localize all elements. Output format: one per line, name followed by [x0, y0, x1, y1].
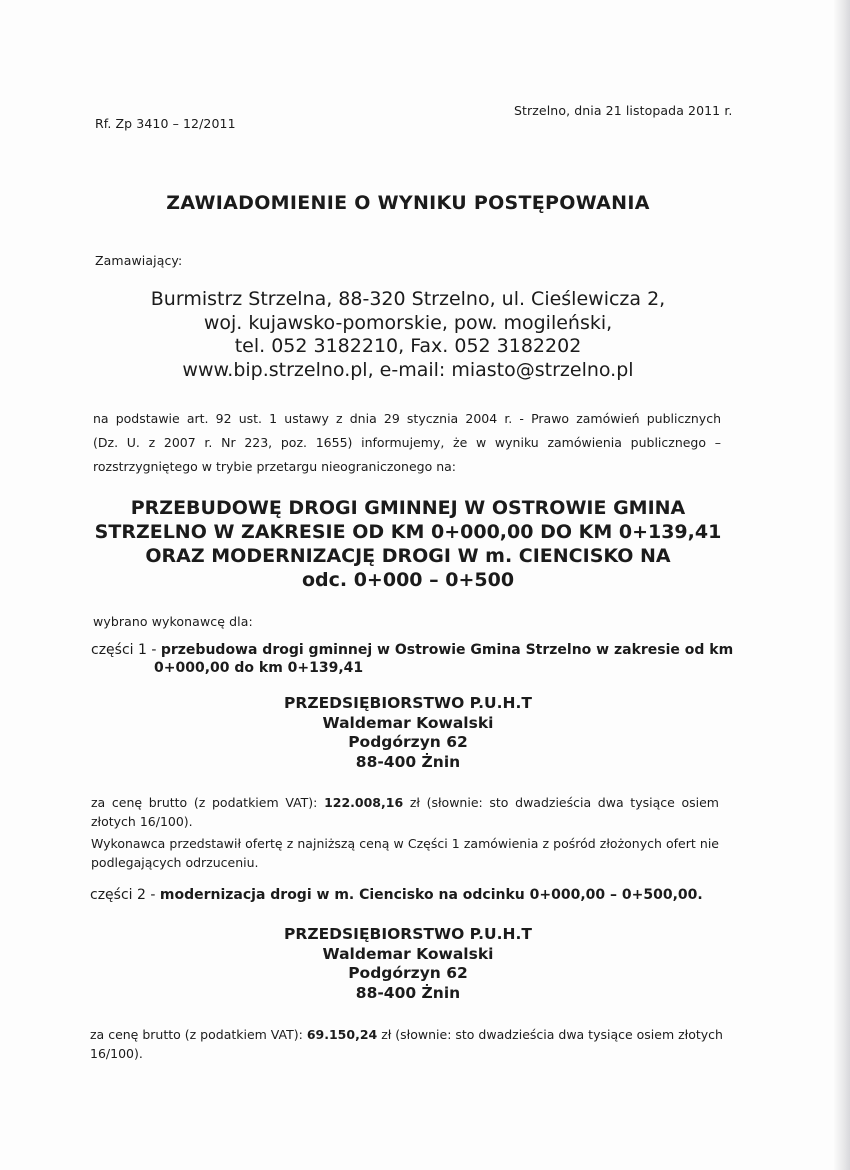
winning-company-part-2 [0, 925, 816, 1003]
scan-edge-shadow [834, 0, 850, 1170]
subject-line: ORAZ MODERNIZACJĘ DROGI W m. CIENCISKO NA [145, 545, 671, 567]
company-name: PRZEDSIĘBIORSTWO P.U.H.T [284, 925, 532, 943]
part-1-title: przebudowa drogi gminnej w Ostrowie Gmina Strzelno w zakresie od km [160, 642, 734, 658]
company-name: PRZEDSIĘBIORSTWO P.U.H.T [284, 694, 532, 712]
part-2-price [90, 1025, 723, 1063]
legal-line: rozstrzygniętego w trybie przetargu nieograniczonego na: [93, 459, 457, 474]
price-prefix: za cenę brutto (z podatkiem VAT): [90, 1027, 307, 1042]
price-prefix: za cenę brutto (z podatkiem VAT): [91, 795, 325, 810]
company-owner: Waldemar Kowalski [322, 713, 494, 732]
document-date: Strzelno, dnia 21 listopada 2011 r. [514, 103, 733, 118]
legal-basis-paragraph [93, 407, 721, 479]
price-amount: 122.008,16 [324, 795, 404, 810]
address-line: tel. 052 3182210, Fax. 052 3182202 [234, 335, 582, 357]
offer-line: Wykonawca przedstawił ofertę z najniższą ceną w Części 1 zamówienia z pośród złożonych ofert nie [91, 836, 719, 851]
offer-line: podlegających odrzuceniu. [91, 855, 259, 870]
subject-line: odc. 0+000 – 0+500 [301, 569, 515, 591]
company-street: Podgórzyn 62 [348, 964, 468, 982]
part-1-price [91, 793, 719, 831]
price-words-continued: 16/100). [90, 1046, 143, 1061]
subject-line: PRZEBUDOWĘ DROGI GMINNEJ W OSTROWIE GMINA [130, 497, 686, 519]
part-2-prefix: części 2 - [90, 887, 160, 903]
part-1-title-continued: 0+000,00 do km 0+139,41 [154, 660, 364, 676]
part-2-description [90, 887, 703, 903]
price-suffix: zł (słownie: sto dwadzieścia dwa tysiące osiem złotych [377, 1027, 723, 1042]
part-1-prefix: części 1 - [91, 642, 161, 658]
winning-company-part-1 [0, 694, 816, 772]
company-city: 88-400 Żnin [355, 752, 461, 771]
subject-line: STRZELNO W ZAKRESIE OD KM 0+000,00 DO KM 0+139,41 [94, 521, 722, 543]
contractor-selected-label: wybrano wykonawcę dla: [93, 614, 253, 629]
part-2-title: modernizacja drogi w m. Ciencisko na odcinku 0+000,00 – 0+500,00. [159, 887, 703, 903]
tender-subject [0, 496, 816, 592]
zamawiajacy-label: Zamawiający: [95, 253, 183, 268]
company-owner: Waldemar Kowalski [322, 944, 494, 963]
address-line: www.bip.strzelno.pl, e-mail: miasto@strzelno.pl [182, 358, 634, 381]
legal-line: na podstawie art. 92 ust. 1 ustawy z dnia 29 stycznia 2004 r. - Prawo zamówień publicznych [93, 411, 721, 426]
reference-number: Rf. Zp 3410 – 12/2011 [95, 116, 236, 131]
address-line: woj. kujawsko-pomorskie, pow. mogileński, [203, 311, 613, 334]
price-words-continued: złotych 16/100). [91, 814, 193, 829]
address-line: Burmistrz Strzelna, 88-320 Strzelno, ul. Cieślewicza 2, [150, 288, 666, 310]
price-amount: 69.150,24 [306, 1027, 378, 1042]
document-title: ZAWIADOMIENIE O WYNIKU POSTĘPOWANIA [166, 192, 650, 214]
price-suffix: zł (słownie: sto dwadzieścia dwa tysiące osiem [403, 795, 719, 810]
offer-statement [91, 834, 719, 872]
legal-line: (Dz. U. z 2007 r. Nr 223, poz. 1655) informujemy, że w wyniku zamówienia publicznego – [93, 435, 721, 450]
part-1-description [91, 641, 733, 677]
contracting-authority-address [0, 288, 816, 382]
company-city: 88-400 Żnin [355, 983, 461, 1002]
company-street: Podgórzyn 62 [348, 733, 468, 751]
